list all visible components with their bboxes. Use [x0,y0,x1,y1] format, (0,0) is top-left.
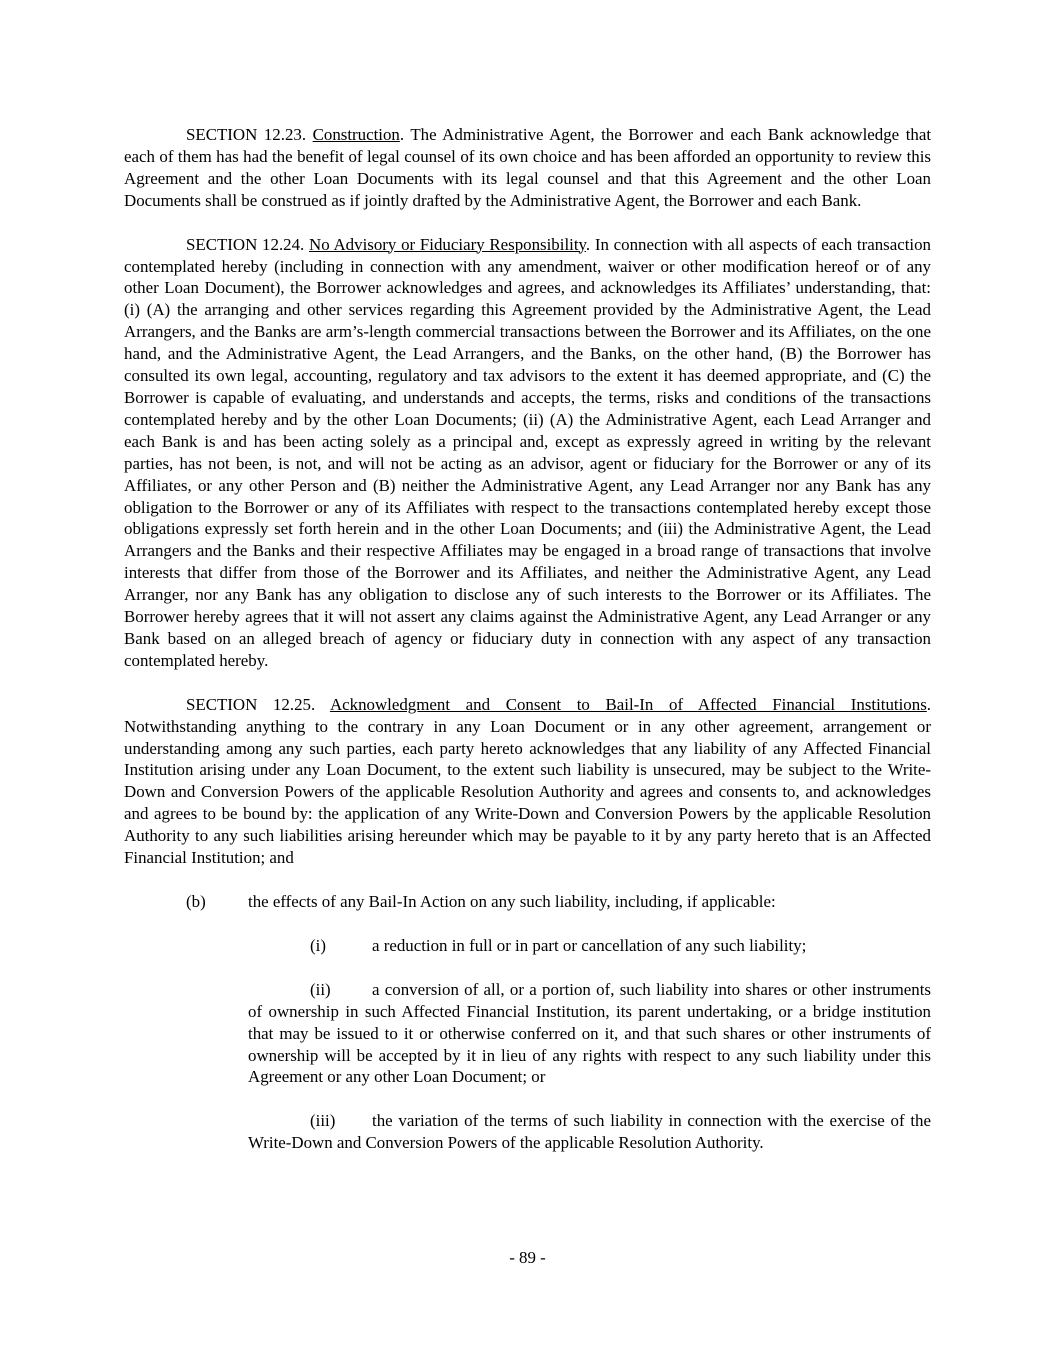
section-label: SECTION 12.24. [186,234,305,254]
section-heading: Construction [312,125,400,144]
section-12-23: SECTION 12.23. Construction. The Administrative Agent, the Borrower and each Bank acknowledge that each of them has had the benefit of legal counsel of its own choice and has been afforded an opportunity to review this Agreement and the other Loan Documents with its legal counsel and that this Agreement and the other Loan Documents shall be construed as if jointly drafted by the Administrative Agent, the Borrower and each Bank. [124,125,932,210]
section-12-24: SECTION 12.24. No Advisory or Fiduciary Responsibility. In connection with all aspects of each transaction contemplated hereby (including in connection with any amendment, waiver or other modification hereof or of any other Loan Document), the Borrower acknowledges and agrees, and acknowledges its Affiliates’ understanding, that: (i) (A) the arranging and other services regarding this Agreement provided by the Administrative Agent, the Lead Arrangers, and the Banks are arm’s-length commercial transactions between the Borrower and its Affiliates, on the one hand, and the Administrative Agent, the Lead Arrangers, and the Banks, on the other hand, (B) the Borrower has consulted its own legal, accounting, regulatory and tax advisors to the extent it has deemed appropriate, and (C) the Borrower is capable of evaluating, and understands and accepts, the terms, risks and conditions of the transactions contemplated hereby and by the other Loan Documents; (ii) (A) the Administrative Agent, each Lead Arranger and each Bank is and has been acting solely as a principal and, except as expressly agreed in writing by the relevant parties, has not been, is not, and will not be acting as an advisor, agent or fiduciary for the Borrower or any of its Affiliates, or any other Person and (B) neither the Administrative Agent, any Lead Arranger nor any Bank has any obligation to the Borrower or any of its Affiliates with respect to the transactions contemplated hereby except those obligations expressly set forth herein and in the other Loan Documents; and (iii) the Administrative Agent, the Lead Arrangers and the Banks and their respective Affiliates may be engaged in a broad range of transactions that involve interests that differ from those of the Borrower and its Affiliates, and neither the Administrative Agent, any Lead Arranger, nor any Bank has any obligation to disclose any of such interests to the Borrower or its Affiliates. The Borrower hereby agrees that it will not assert any claims against the Administrative Agent, any Lead Arranger or any Bank based on an alleged breach of agency or fiduciary duty in connection with any aspect of any transaction contemplated hereby. [124,234,932,670]
sub-item-i [248,935,931,957]
section-body: The Administrative Agent, the Borrower and each Bank acknowledge that each of them has had the benefit of legal counsel of its own choice and has been afforded an opportunity to review this Agreement and the other Loan Documents with its legal counsel and that this Agreement and the other Loan Documents shall be construed as if jointly drafted by the Administrative Agent, the Borrower and each Bank. [124,125,932,210]
list-item-text: a conversion of all, or a portion of, such liability into shares or other instruments of ownership in such Affected Financial Institution, its parent undertaking, or a bridge institution that may be issued to it or otherwise conferred on it, and that such shares or other instruments of ownership will be accepted by it in lieu of any rights with respect to any such liability under this Agreement or any other Loan Document; or [248,979,931,1087]
section-heading: No Advisory or Fiduciary Responsibility [309,234,586,254]
list-item-text: a reduction in full or in part or cancellation of any such liability; [372,935,807,955]
sub-item-ii [248,979,931,1089]
list-marker: (b) [186,892,206,911]
list-marker: (ii) [310,979,331,999]
section-12-25: SECTION 12.25. Acknowledgment and Consent to Bail-In of Affected Financial Institutions. Notwithstanding anything to the contrary in any Loan Document or in any other agreement, arrangement or understanding among any such parties, each party hereto acknowledges that any liability of any Affected Financial Institution arising under any Loan Document, to the extent such liability is unsecured, may be subject to the Write-Down and Conversion Powers of the applicable Resolution Authority and agrees and consents to, and acknowledges and agrees to be bound by: the application of any Write-Down and Conversion Powers by the applicable Resolution Authority to any such liabilities arising hereunder which may be payable to it by any party hereto that is an Affected Financial Institution; and [124,694,932,868]
list-item-text: the effects of any Bail-In Action on any such liability, including, if applicable: [248,892,776,911]
section-label: SECTION 12.25. [186,694,316,714]
list-marker: (i) [310,935,326,955]
section-label: SECTION 12.23. [186,125,307,144]
list-item-b [124,891,931,913]
list-marker: (iii) [310,1111,336,1131]
page-number: - 89 - [509,1248,546,1267]
document-page [124,124,931,1176]
sub-item-iii [248,1110,931,1154]
section-heading: Acknowledgment and Consent to Bail-In of Affected Financial Institutions [329,694,927,714]
section-body: In connection with all aspects of each transaction contemplated hereby (including in connection with any amendment, waiver or other modification hereof or of any other Loan Document), the Borrower acknowledges and agrees, and acknowledges its Affiliates’ understanding, that: (i) (A) the arranging and other services regarding this Agreement provided by the Administrative Agent, the Lead Arrangers, and the Banks are arm’s-length commercial transactions between the Borrower and its Affiliates, on the one hand, and the Administrative Agent, the Lead Arrangers, and the Banks, on the other hand, (B) the Borrower has consulted its own legal, accounting, regulatory and tax advisors to the extent it has deemed appropriate, and (C) the Borrower is capable of evaluating, and understands and accepts, the terms, risks and conditions of the transactions contemplated hereby and by the other Loan Documents; (ii) (A) the Administrative Agent, each Lead Arranger and each Bank is and has been acting solely as a principal and, except as expressly agreed in writing by the relevant parties, has not been, is not, and will not be acting as an advisor, agent or fiduciary for the Borrower or any of its Affiliates, or any other Person and (B) neither the Administrative Agent, any Lead Arranger nor any Bank has any obligation to the Borrower or any of its Affiliates with respect to the transactions contemplated hereby except those obligations expressly set forth herein and in the other Loan Documents; and (iii) the Administrative Agent, the Lead Arrangers and the Banks and their respective Affiliates may be engaged in a broad range of transactions that involve interests that differ from those of the Borrower and its Affiliates, and neither the Administrative Agent, any Lead Arranger, nor any Bank has any obligation to disclose any of such interests to the Borrower or its Affiliates. The Borrower hereby agrees that it will not assert any claims against the Administrative Agent, any Lead Arranger or any Bank based on an alleged breach of agency or fiduciary duty in connection with any aspect of any transaction contemplated hereby. [124,234,932,670]
section-body: Notwithstanding anything to the contrary in any Loan Document or in any other agreement, arrangement or understanding among any such parties, each party hereto acknowledges that any liability of any Affected Financial Institution arising under any Loan Document, to the extent such liability is unsecured, may be subject to the Write-Down and Conversion Powers of the applicable Resolution Authority and agrees and consents to, and acknowledges and agrees to be bound by: the application of any Write-Down and Conversion Powers by the applicable Resolution Authority to any such liabilities arising hereunder which may be payable to it by any party hereto that is an Affected Financial Institution; and [124,716,931,868]
list-item-text: the variation of the terms of such liability in connection with the exercise of the Write-Down and Conversion Powers of the applicable Resolution Authority. [248,1111,931,1153]
